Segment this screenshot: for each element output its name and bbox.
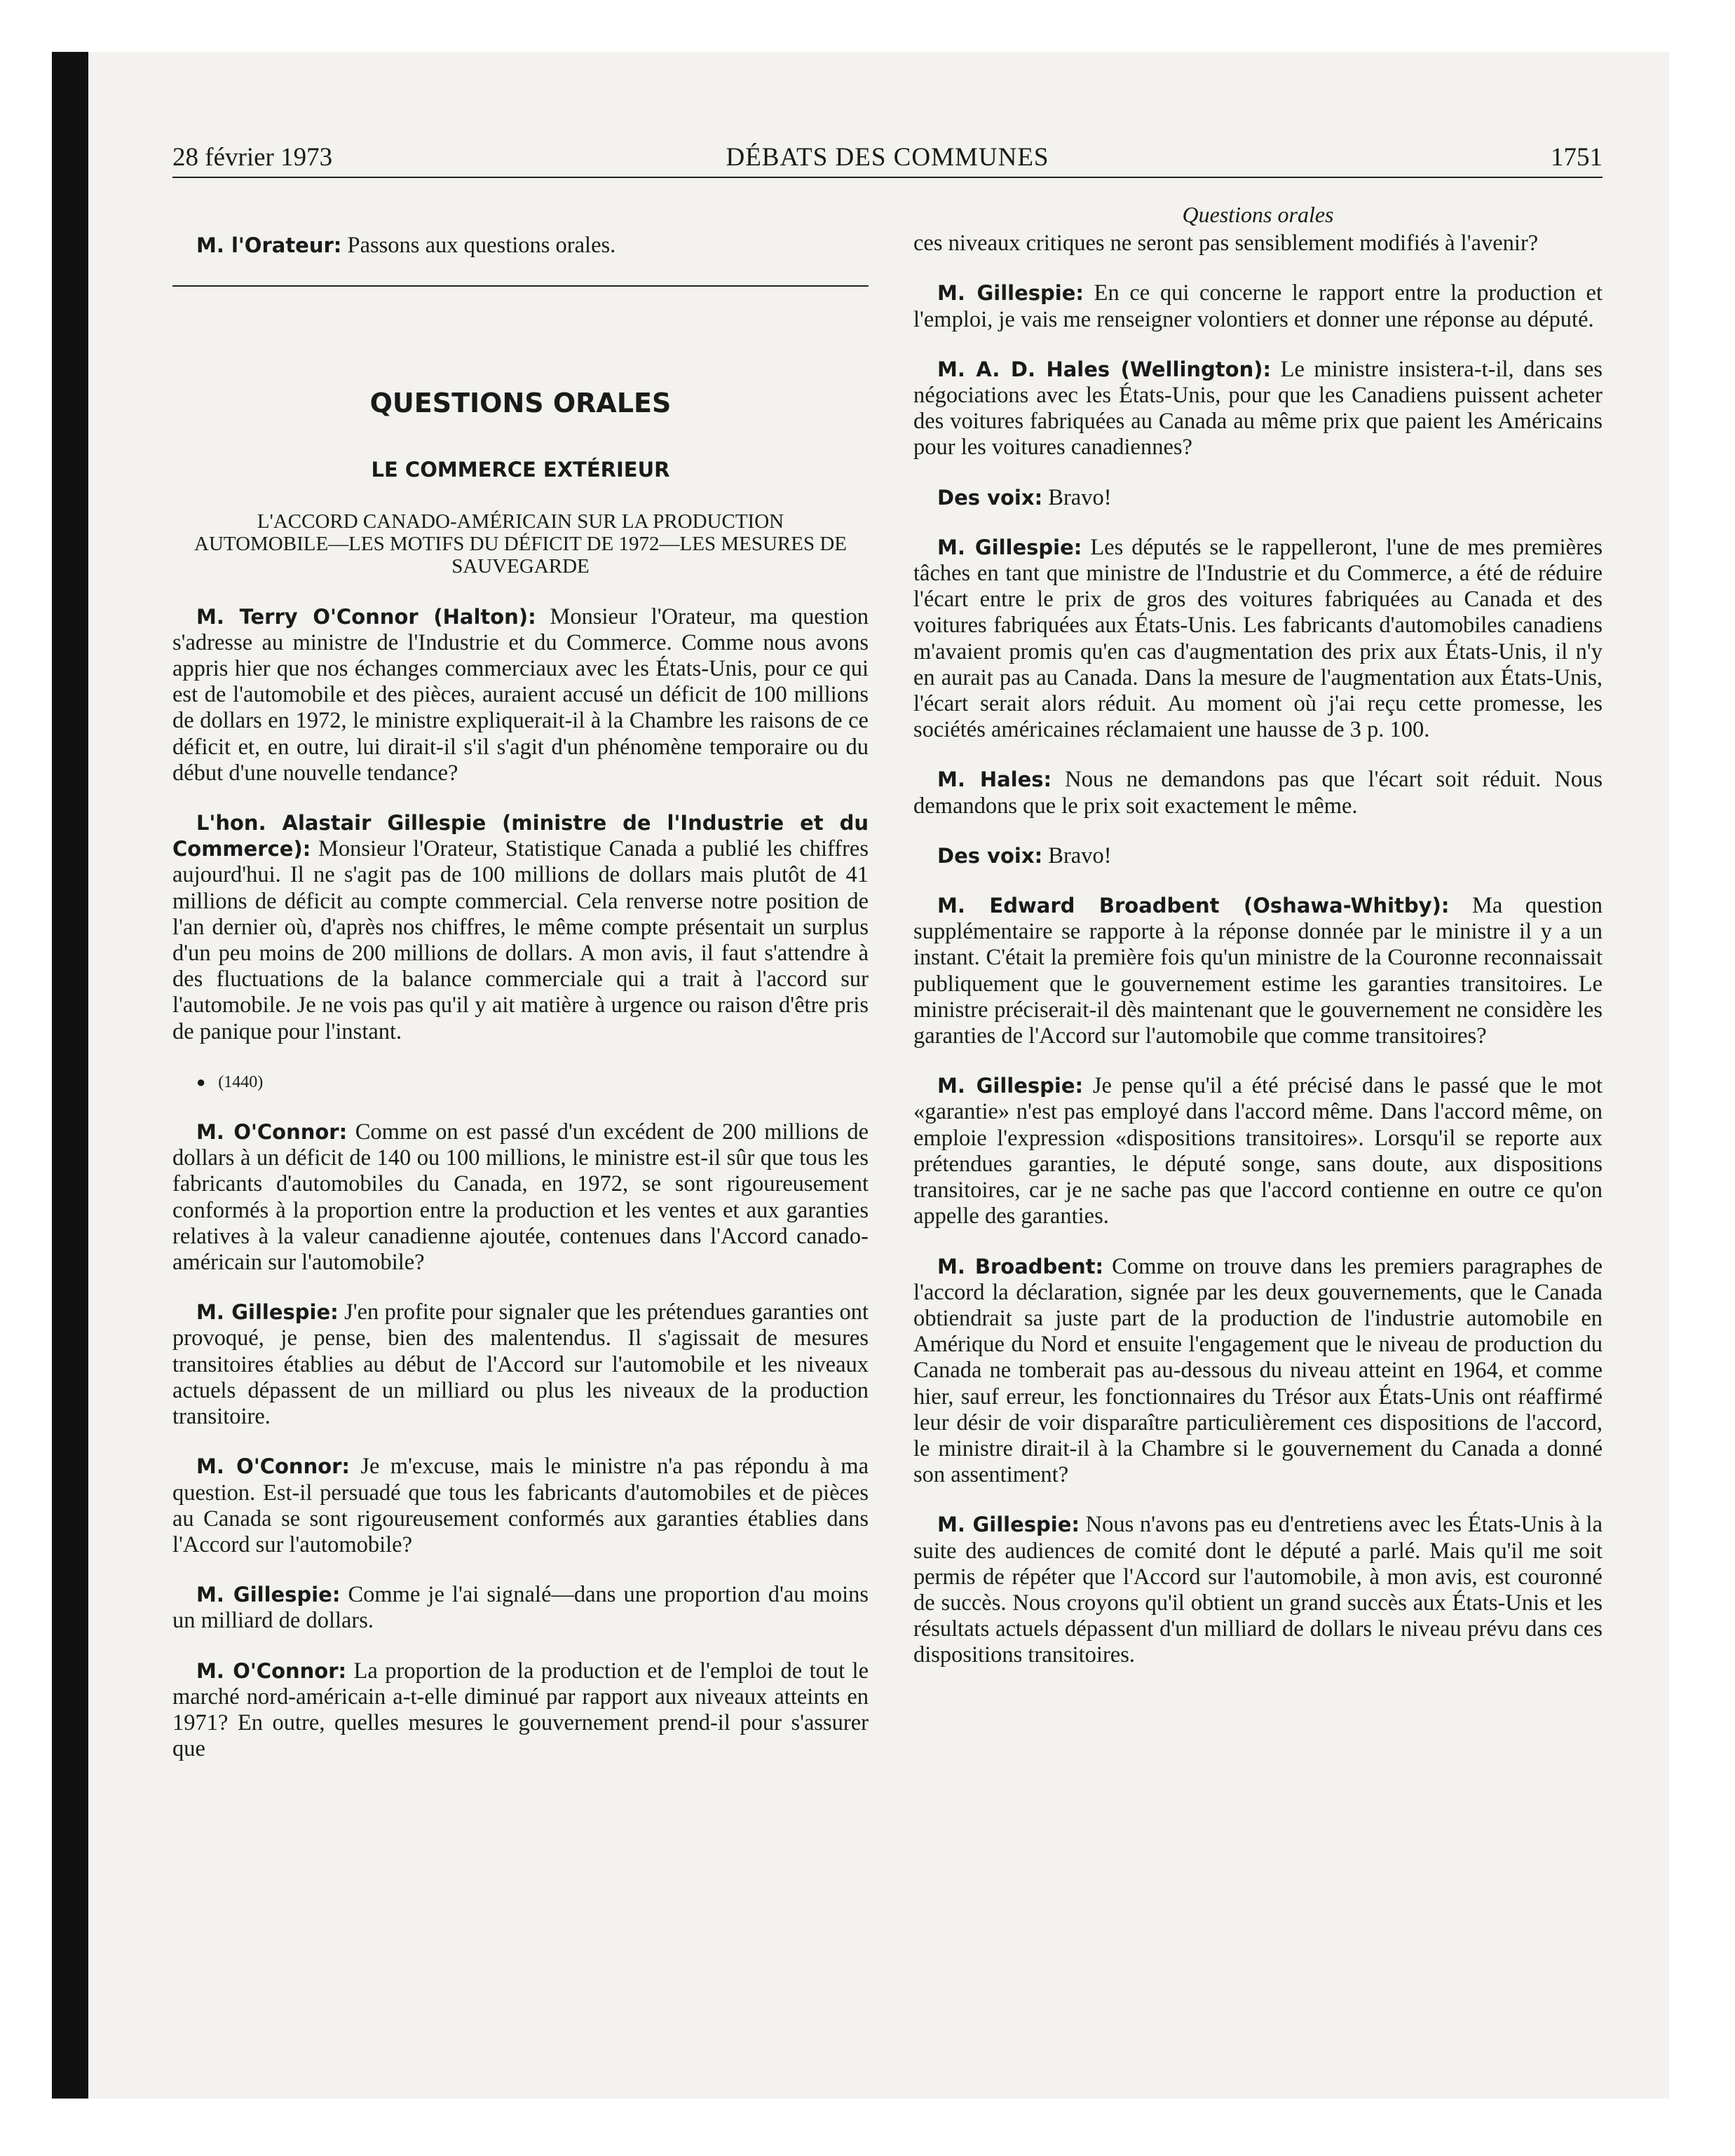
continued-text: ces niveaux critiques ne seront pas sensiblement modifiés à l'avenir? <box>913 231 1539 257</box>
speech-text: La proportion de la production et de l'emploi de tout le marché nord-américain a-t-elle diminué par rapport aux niveaux atteints en 1971? En outre, quelles mesures le gouvernement prend-il pour s'assurer que <box>172 1658 869 1762</box>
speaker-name: L'hon. Alastair Gillespie (ministre de l'Industrie et du Commerce): <box>172 811 869 861</box>
speaker-name: M. A. D. Hales (Wellington): <box>937 357 1272 381</box>
time-marker-text: (1440) <box>218 1072 264 1091</box>
right-column <box>913 196 1603 1693</box>
header-date: 28 février 1973 <box>172 143 333 172</box>
paragraph-opening <box>172 233 869 259</box>
header-title: DÉBATS DES COMMUNES <box>726 143 1049 172</box>
speech-text: En ce qui concerne le rapport entre la production et l'emploi, je vais me renseigner volontiers et donner une réponse au député. <box>913 280 1603 332</box>
speech-text: Monsieur l'Orateur, Statistique Canada a publié les chiffres aujourd'hui. Il ne s'agit pas de 100 millions de dollars mais plutôt de 41 millions de déficit au compte commercial. Cela renverse notre position de l'an dernier où, d'après nos chiffres, le même compte présentait un surplus d'un peu moins de 200 millions de dollars. A mon avis, il faut s'attendre à des fluctuations de la balance commerciale qui a trait à l'accord sur l'automobile. Je ne vois pas qu'il y ait matière à urgence ou raison d'être pris de panique pour l'instant. <box>172 836 869 1044</box>
speech-text: Ma question supplémentaire se rapporte à la réponse donnée par le ministre il y a un instant. C'était la première fois qu'un ministre de la Couronne reconnaissait publiquement que le gouvernement estime les garanties transitoires. Le ministre préciserait-il dès maintenant que le gouvernement ne considère les garanties de l'Accord sur l'automobile que comme transitoires? <box>913 893 1603 1049</box>
speaker-name: Des voix: <box>937 485 1043 510</box>
speech-text: Comme on trouve dans les premiers paragraphes de l'accord la déclaration, signée par les deux gouvernements, que le Canada obtiendrait sa juste part de la production de l'industrie automobile en Amérique du Nord et ensuite l'engagement que le niveau de production du Canada ne tomberait pas au-dessous du niveau atteint en 1964, et comme hier, sauf erreur, les fonctionnaires du Trésor aux États-Unis ont réaffirmé leur désir de voir disparaître particulièrement ces dispositions de l'accord, le ministre dirait-il à la Chambre si le gouvernement du Canada a donné son assentiment? <box>913 1253 1603 1488</box>
speaker-name: M. Hales: <box>937 767 1052 792</box>
speaker-name: M. Broadbent: <box>937 1254 1104 1278</box>
speech-text: Nous n'avons pas eu d'entretiens avec les États-Unis à la suite des audiences de comité dont le député a parlé. Mais qu'il me soit permis de répéter que l'Accord sur l'automobile, à mon avis, est couronné de succès. Nous croyons qu'il obtient un grand succès aux États-Unis et les résultats actuels dépassent d'un milliard de dollars le niveau prévu dans ces dispositions transitoires. <box>913 1512 1603 1668</box>
speaker-name: M. Gillespie: <box>937 281 1084 306</box>
speaker-name: M. Gillespie: <box>937 1074 1084 1098</box>
main-heading: QUESTIONS ORALES <box>369 388 672 419</box>
running-head: Questions orales <box>1182 202 1334 227</box>
paragraph <box>913 357 1603 461</box>
paragraph <box>913 535 1603 744</box>
paragraph <box>913 485 1603 511</box>
sub-heading: LE COMMERCE EXTÉRIEUR <box>371 458 670 482</box>
scan-edge-shadow <box>52 52 88 2099</box>
speaker-name: M. O'Connor: <box>196 1454 351 1479</box>
paragraph <box>172 1119 869 1276</box>
bullet-icon: ● <box>196 1072 206 1091</box>
page-number: 1751 <box>1551 143 1603 172</box>
paragraph <box>172 1299 869 1430</box>
speech-text: J'en profite pour signaler que les prétendues garanties ont provoqué, je pense, bien des malentendus. Il s'agissait de mesures transitoires établies au début de l'Accord sur l'automobile et les niveaux actuels dépassent de un milliard ou plus les niveaux de la production transitoire. <box>172 1299 869 1430</box>
speech-text: Bravo! <box>1048 842 1112 868</box>
paragraph <box>172 1582 869 1634</box>
paragraph <box>172 604 869 786</box>
speech-text: Les députés se le rappelleront, l'une de mes premières tâches en tant que ministre de l'Industrie et du Commerce, a été de réduire l'écart entre le prix de gros des voitures fabriquées au Canada et des voitures fabriquées aux États-Unis. Les fabricants d'automobiles canadiens m'avaient promis qu'en cas d'augmentation des prix aux États-Unis, il n'y en aurait pas au Canada. Dans la mesure de l'augmentation aux États-Unis, l'écart serait alors réduit. Au moment où j'ai reçu cette promesse, les sociétés américaines réclamaient une hausse de 3 p. 100. <box>913 534 1603 743</box>
page-header <box>172 140 1603 178</box>
speaker-name: M. l'Orateur: <box>196 233 342 257</box>
speech-text: Nous ne demandons pas que l'écart soit réduit. Nous demandons que le prix soit exactement le même. <box>913 767 1603 819</box>
paragraph <box>913 843 1603 869</box>
speaker-name: M. Gillespie: <box>196 1583 341 1607</box>
time-marker <box>196 1069 869 1096</box>
paragraph <box>172 810 869 1045</box>
paragraph <box>913 1073 1603 1229</box>
speaker-name: M. O'Connor: <box>196 1658 347 1683</box>
paragraph <box>172 1454 869 1558</box>
speech-text: Bravo! <box>1048 484 1112 510</box>
speech-text: Le ministre insistera-t-il, dans ses négociations avec les États-Unis, pour que les Canadiens puissent acheter des voitures fabriquées au Canada au même prix que paient les Américains pour les voitures canadiennes? <box>913 356 1603 460</box>
speaker-name: M. O'Connor: <box>196 1120 348 1145</box>
speaker-name: M. Terry O'Connor (Halton): <box>196 604 536 629</box>
speaker-name: M. Edward Broadbent (Oshawa-Whitby): <box>937 894 1450 918</box>
speech-text: Je pense qu'il a été précisé dans le passé que le mot «garantie» n'est pas employé dans l'accord même. Dans l'accord même, on emploie l'expression «dispositions transitoires». Lorsqu'il se reporte aux prétendues garanties, le député songe, sans doute, aux dispositions transitoires, car je ne sache pas que l'accord contienne en outre ce qu'on appelle des garanties. <box>913 1073 1603 1229</box>
left-column <box>172 196 869 1786</box>
paragraph <box>172 1658 869 1763</box>
speaker-name: M. Gillespie: <box>937 535 1082 559</box>
section-divider <box>172 285 869 287</box>
paragraph <box>913 893 1603 1049</box>
paragraph <box>913 767 1603 819</box>
speech-text: Je m'excuse, mais le ministre n'a pas répondu à ma question. Est-il persuadé que tous les fabricants d'automobiles et de pièces au Canada se sont rigoureusement conformés aux garanties établies dans l'Accord sur l'automobile? <box>172 1454 869 1557</box>
speaker-name: M. Gillespie: <box>937 1513 1080 1537</box>
speech-text: Monsieur l'Orateur, ma question s'adresse au ministre de l'Industrie et du Commerce. Comme nous avons appris hier que nos échanges commerciaux avec les États-Unis, pour ce qui est de l'automobile et des pièces, auraient accusé un déficit de 100 millions de dollars en 1972, le ministre expliquerait-il à la Chambre les raisons de ce déficit et, en outre, lui dirait-il s'il s'agit d'un phénomène temporaire ou du début d'une nouvelle tendance? <box>172 603 869 786</box>
speaker-name: Des voix: <box>937 843 1043 868</box>
paragraph <box>913 1254 1603 1489</box>
paragraph <box>913 280 1603 332</box>
speech-text: Passons aux questions orales. <box>347 233 616 258</box>
speech-text: Comme je l'ai signalé—dans une proportion d'au moins un milliard de dollars. <box>172 1582 869 1634</box>
speaker-name: M. Gillespie: <box>196 1300 339 1325</box>
speech-text: Comme on est passé d'un excédent de 200 millions de dollars à un déficit de 140 ou 100 millions, le ministre est-il sûr que tous les fabricants d'automobiles du Canada, en 1972, se sont rigoureusement conformés à la proportion entre la production et les ventes et aux garanties relatives à la valeur canadienne ajoutée, contenues dans l'Accord canado-américain sur l'automobile? <box>172 1119 869 1276</box>
paragraph <box>913 1512 1603 1668</box>
topic-heading: L'ACCORD CANADO-AMÉRICAIN SUR LA PRODUCTION AUTOMOBILE—LES MOTIFS DU DÉFICIT DE 1972—LES MESURES DE SAUVEGARDE <box>194 510 847 578</box>
